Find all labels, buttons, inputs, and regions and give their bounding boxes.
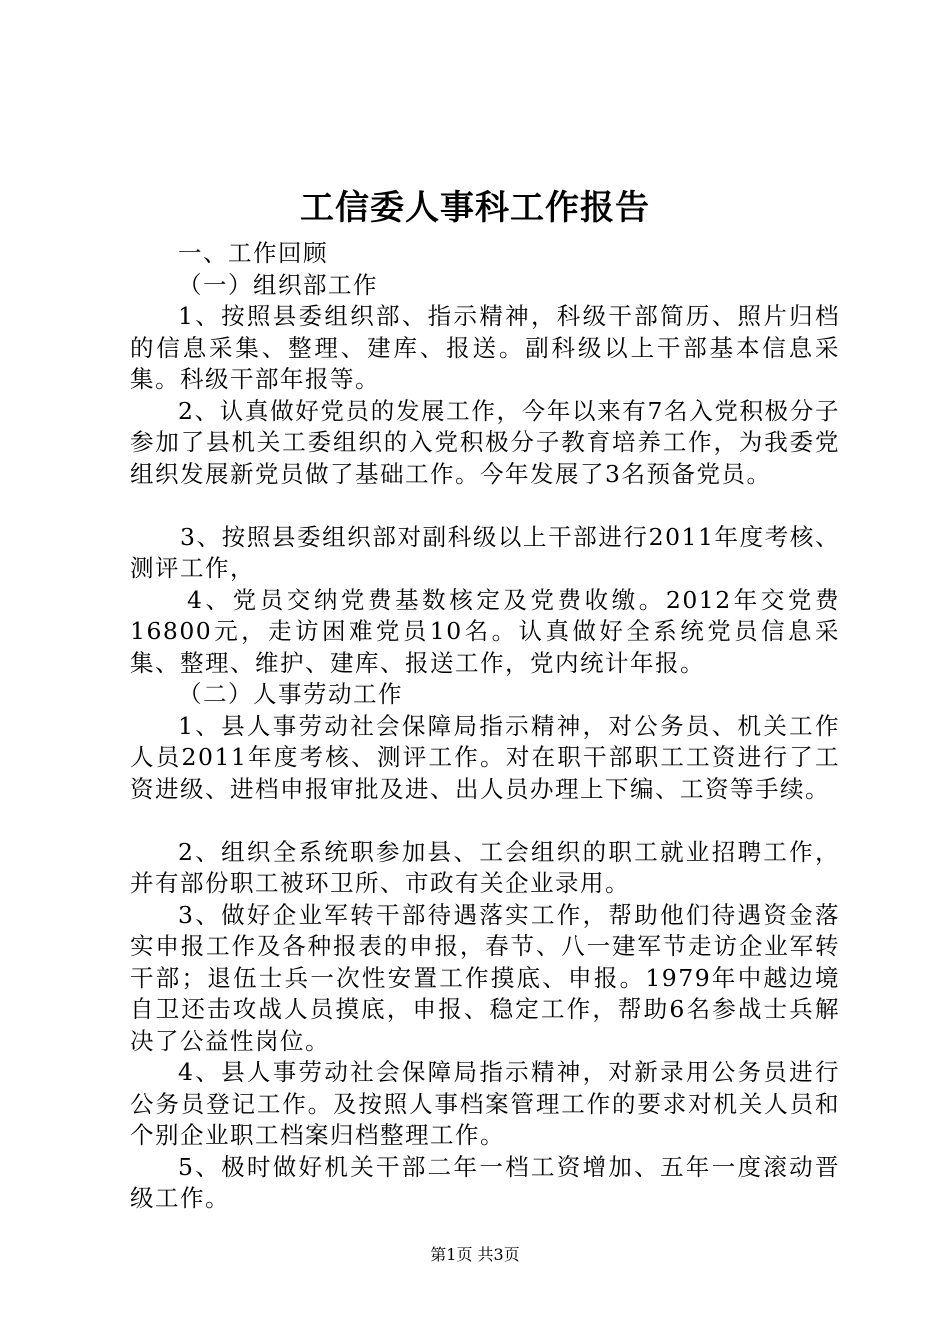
paragraph: 4、党员交纳党费基数核定及党费收缴。2012年交党费16800元，走访困难党员10名。认真做好全系统党员信息采集、整理、维护、建库、报送工作，党内统计年报。 [130, 585, 840, 677]
page-number-footer: 第1页 共3页 [430, 1245, 520, 1264]
paragraph: 2、认真做好党员的发展工作，今年以来有7名入党积极分子参加了县机关工委组织的入党积极分子教育培养工作，为我委党组织发展新党员做了基础工作。今年发展了3名预备党员。 [130, 396, 840, 488]
paragraph-gap [130, 490, 840, 522]
paragraph: 2、组织全系统职参加县、工会组织的职工就业招聘工作，并有部份职工被环卫所、市政有关企业录用。 [130, 837, 840, 897]
paragraph: 1、按照县委组织部、指示精神，科级干部简历、照片归档的信息采集、整理、建库、报送。副科级以上干部基本信息采集。科级干部年报等。 [130, 302, 840, 393]
paragraph: 3、做好企业军转干部待遇落实工作，帮助他们待遇资金落实申报工作及各种报表的申报，春节、八一建军节走访企业军转干部；退伍士兵一次性安置工作摸底、申报。1979年中越边境自卫还击攻战人员摸底，申报、稳定工作，帮助6名参战士兵解决了公益性岗位。 [130, 900, 840, 1055]
paragraph: 4、县人事劳动社会保障局指示精神，对新录用公务员进行公务员登记工作。及按照人事档案管理工作的要求对机关人员和个别企业职工档案归档整理工作。 [130, 1058, 840, 1149]
paragraph: 1、县人事劳动社会保障局指示精神，对公务员、机关工作人员2011年度考核、测评工作。对在职干部职工工资进行了工资进级、进档申报审批及进、出人员办理上下编、工资等手续。 [130, 711, 840, 803]
paragraph: 5、极时做好机关干部二年一档工资增加、五年一度滚动晋级工作。 [130, 1152, 840, 1212]
paragraph: 3、按照县委组织部对副科级以上干部进行2011年度考核、测评工作， [130, 522, 840, 582]
document-title: 工信委人事科工作报告 [300, 188, 650, 228]
paragraph-gap [130, 805, 840, 837]
subsection-heading-organization: （一）组织部工作 [178, 270, 378, 299]
subsection-heading-personnel: （二）人事劳动工作 [178, 680, 403, 708]
section-heading: 一、工作回顾 [178, 239, 328, 267]
document-body [130, 238, 840, 1215]
